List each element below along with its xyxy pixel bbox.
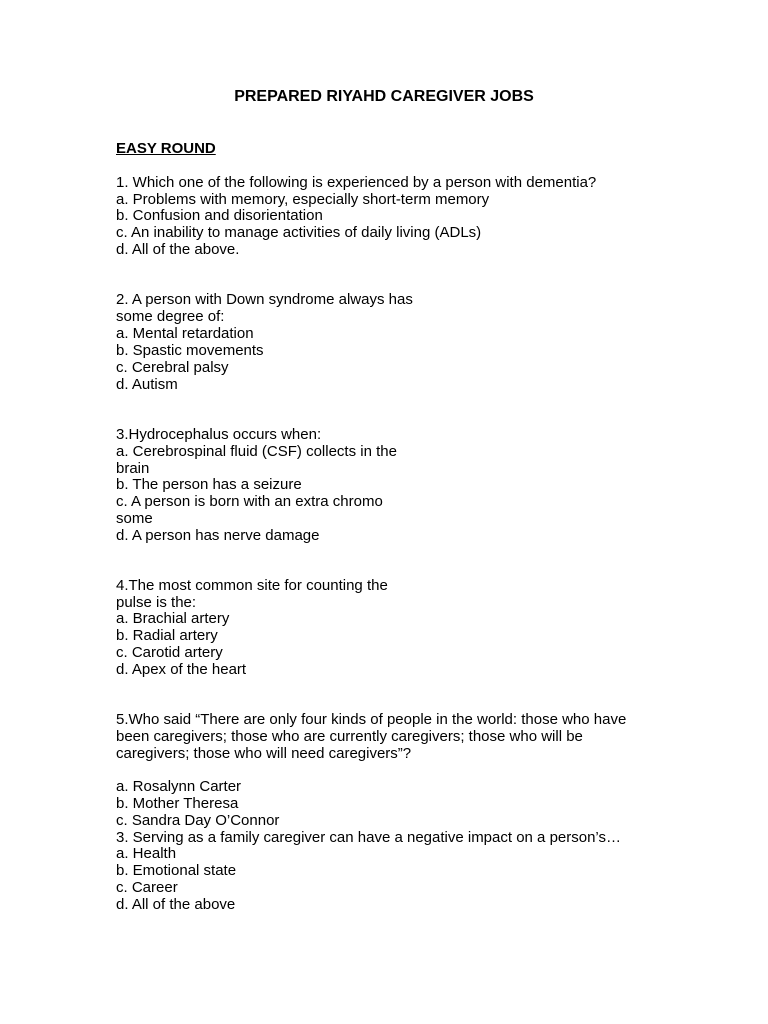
question-3-option-a-continued: brain bbox=[116, 460, 150, 477]
question-5-option-c: c. Sandra Day O’Connor bbox=[116, 812, 280, 829]
question-5-option-b: b. Mother Theresa bbox=[116, 795, 239, 812]
question-4-text-continued: pulse is the: bbox=[116, 594, 197, 611]
question-3-option-c-continued: some bbox=[116, 510, 153, 527]
question-1-option-a: a. Problems with memory, especially short-term memory bbox=[116, 191, 490, 208]
question-2-text-continued: some degree of: bbox=[116, 308, 225, 325]
question-3-text: 3.Hydrocephalus occurs when: bbox=[116, 426, 322, 443]
question-5-text: 5.Who said “There are only four kinds of people in the world: those who have bbox=[116, 711, 627, 728]
question-5-text-continued-2: caregivers; those who will need caregivers”? bbox=[116, 745, 412, 762]
question-3-option-b: b. The person has a seizure bbox=[116, 476, 302, 493]
question-3-option-d: d. A person has nerve damage bbox=[116, 527, 320, 544]
question-6-option-b: b. Emotional state bbox=[116, 862, 237, 879]
section-heading: EASY ROUND bbox=[116, 140, 216, 157]
question-6-option-a: a. Health bbox=[116, 845, 177, 862]
question-5-option-a: a. Rosalynn Carter bbox=[116, 778, 242, 795]
question-3-option-a: a. Cerebrospinal fluid (CSF) collects in the bbox=[116, 443, 397, 460]
question-2-option-b: b. Spastic movements bbox=[116, 342, 264, 359]
question-1-text: 1. Which one of the following is experienced by a person with dementia? bbox=[116, 174, 597, 191]
question-4-option-c: c. Carotid artery bbox=[116, 644, 223, 661]
question-6-text: 3. Serving as a family caregiver can have a negative impact on a person’s… bbox=[116, 829, 621, 846]
question-2-option-a: a. Mental retardation bbox=[116, 325, 254, 342]
question-4-text: 4.The most common site for counting the bbox=[116, 577, 388, 594]
question-1-option-c: c. An inability to manage activities of daily living (ADLs) bbox=[116, 224, 482, 241]
question-6-option-c: c. Career bbox=[116, 879, 178, 896]
question-6-option-d: d. All of the above bbox=[116, 896, 236, 913]
question-2-option-c: c. Cerebral palsy bbox=[116, 359, 229, 376]
document-title: PREPARED RIYAHD CAREGIVER JOBS bbox=[234, 88, 534, 105]
question-2-option-d: d. Autism bbox=[116, 376, 178, 393]
question-4-option-d: d. Apex of the heart bbox=[116, 661, 247, 678]
question-5-text-continued: been caregivers; those who are currently caregivers; those who will be bbox=[116, 728, 583, 745]
question-1-option-b: b. Confusion and disorientation bbox=[116, 207, 323, 224]
question-2-text: 2. A person with Down syndrome always has bbox=[116, 291, 413, 308]
question-3-option-c: c. A person is born with an extra chromo bbox=[116, 493, 383, 510]
question-4-option-b: b. Radial artery bbox=[116, 627, 218, 644]
question-4-option-a: a. Brachial artery bbox=[116, 610, 230, 627]
question-1-option-d: d. All of the above. bbox=[116, 241, 240, 258]
